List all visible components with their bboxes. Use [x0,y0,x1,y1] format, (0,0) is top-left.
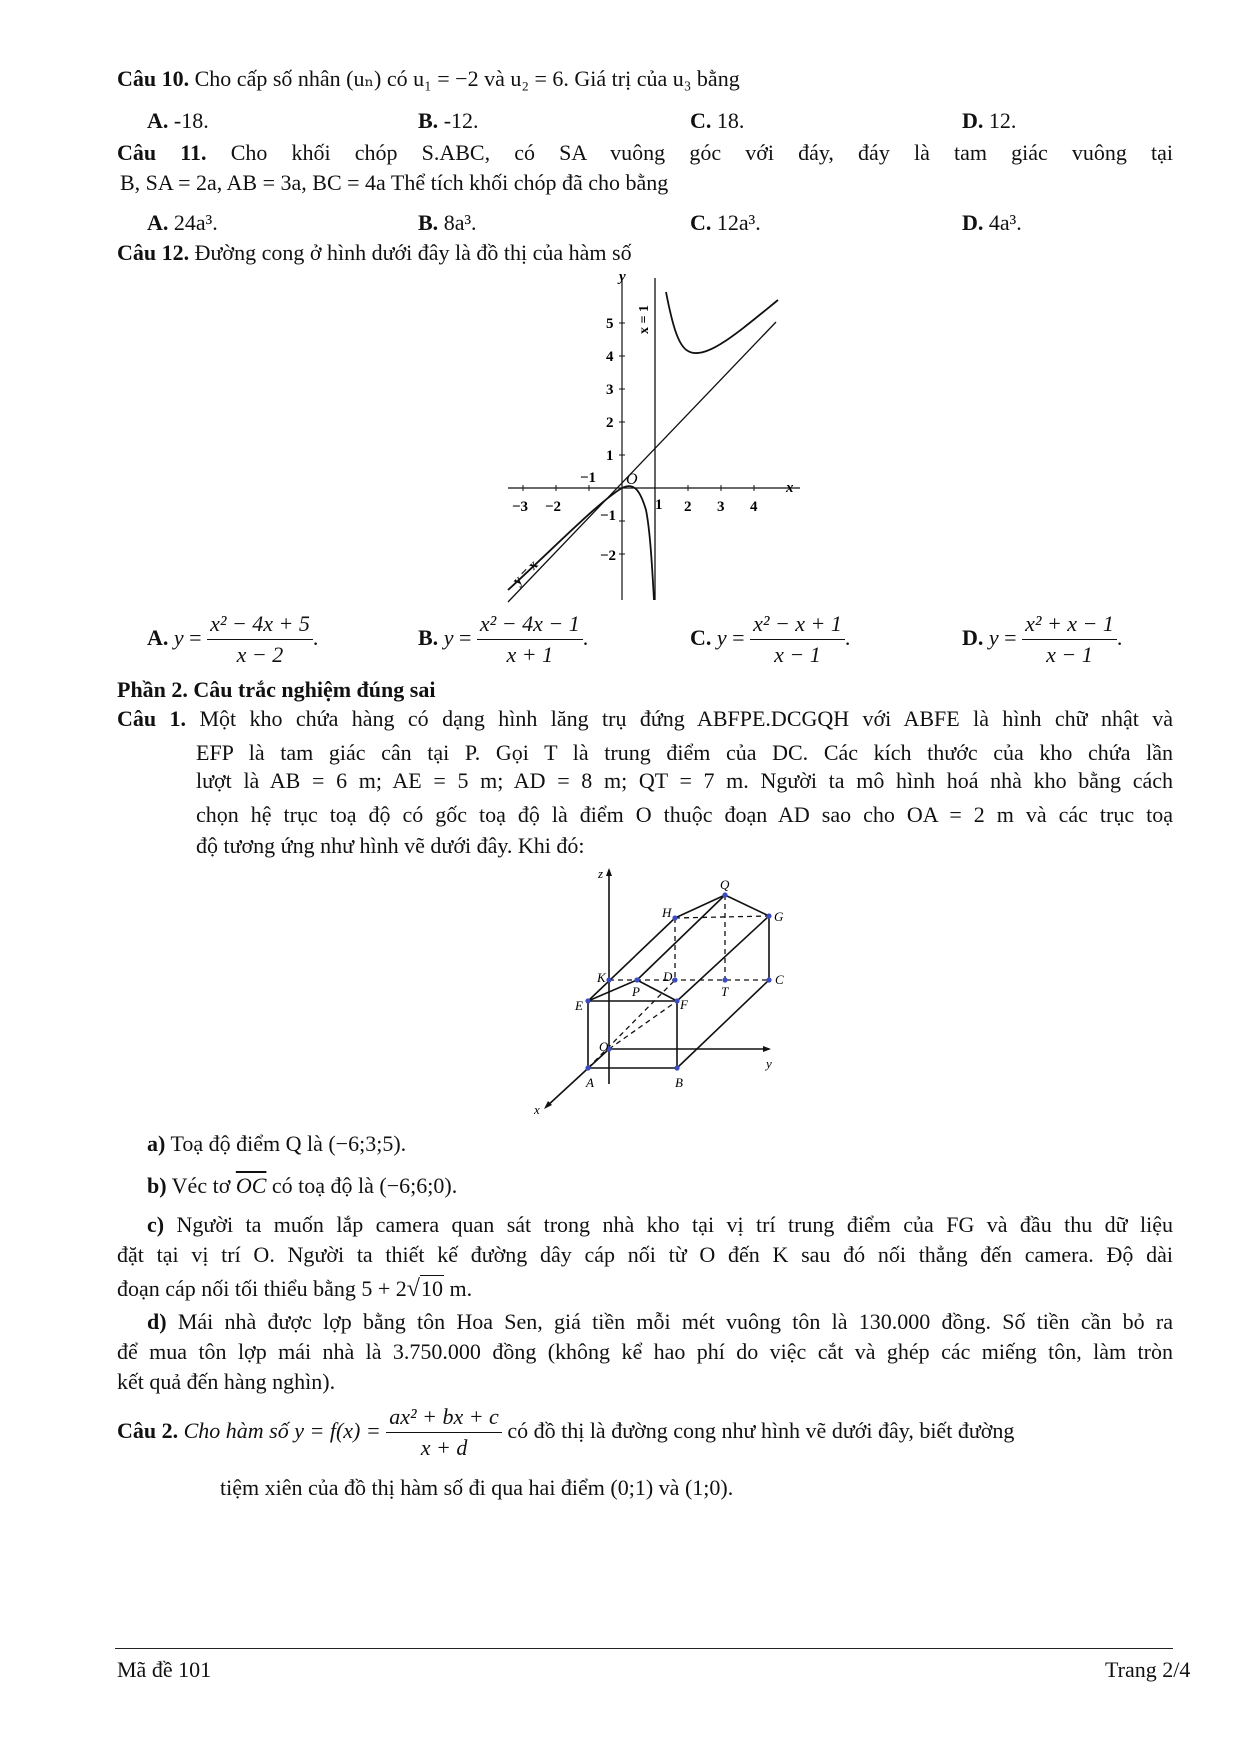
vector-oc: $\overline{OC}$ [235,1173,267,1198]
q11-option-d[interactable]: D. 4a³. [962,210,1022,235]
q10-option-d[interactable]: D. 12. [962,108,1017,133]
fig-label-z: z [598,866,604,881]
fig-label-D: D [663,969,673,984]
q12-ytick: 1 [606,448,614,464]
q12-ytick: 5 [606,316,614,332]
p2q1-statement-c-line2: đặt tại vị trí O. Người ta thiết kế đường dây cáp nối từ O đến K sau đó nối thẳng đến camera. Độ dài [117,1242,1173,1267]
q12-option-b[interactable]: B. y = $\frac{\text{x² − 4x − 1}}{x + 1}$ . [418,611,589,668]
p2q1-line2: EFP là tam giác cân tại P. Gọi T là trung điểm của DC. Các kích thước của kho chứa lần [196,740,1173,765]
q10-option-a[interactable]: A. -18. [147,108,209,133]
p2q2-stem-line2: tiệm xiên của đồ thị hàm số đi qua hai điểm (0;1) và (1;0). [220,1475,734,1500]
q11-label: Câu 11. [117,140,207,165]
q12-y-label: y [619,269,626,285]
footer-exam-code: Mã đề 101 [117,1657,212,1682]
p2q1-line5: độ tương ứng như hình vẽ dưới đây. Khi đó: [196,833,585,858]
part2-heading: Phần 2. Câu trắc nghiệm đúng sai [117,677,436,702]
q11-stem-line2: B, SA = 2a, AB = 3a, BC = 4a Thể tích khối chóp đã cho bằng [120,170,669,195]
q12-xtick: −3 [512,499,529,515]
q10-stem [117,66,740,92]
q12-ytick: 2 [606,415,614,431]
x-axis [546,1049,609,1107]
fig-label-O: O [599,1039,609,1054]
p2q1-statement-c-line1[interactable]: c) Người ta muốn lắp camera quan sát trong nhà kho tại vị trí trung điểm của FG và đầu thu dữ liệu [147,1212,1173,1237]
p2q2-label: Câu 2. [117,1417,179,1443]
p2q1-statement-d-line2: để mua tôn lợp mái nhà là 3.750.000 đồng (không kể hao phí do việc cắt và ghép các miếng tôn, làm tròn [117,1339,1173,1364]
fig-label-Q: Q [720,877,730,892]
q10-option-c[interactable]: C. 18. [690,108,745,133]
p2q1-statement-d-line3: kết quả đến hàng nghìn). [117,1369,336,1394]
fig-label-B: B [675,1075,683,1090]
q12-ytick: −2 [600,548,617,564]
footer-divider [115,1648,1173,1649]
q12-graph [500,268,810,603]
fig-label-K: K [597,970,606,985]
q11-stem-line1: Câu 11. Cho khối chóp S.ABC, có SA vuông góc với đáy, đáy là tam giác vuông tại [117,140,1173,165]
p2q2-stem-line1: Câu 2. Cho hàm số y = f(x) = $\frac{\text{ax² + bx + c}}{x + d}$ có đồ thị là đường cong như hình vẽ dưới đây, biết đường [117,1404,1015,1461]
warehouse-figure [525,862,815,1117]
q12-xtick: −2 [545,499,562,515]
q12-xtick: 3 [717,499,725,515]
q12-xtick: 2 [684,499,692,515]
fig-label-x: x [534,1102,540,1117]
q10-label: Câu 10. [117,66,190,91]
q12-ytick: −1 [600,508,617,524]
footer-page-number: Trang 2/4 [1105,1657,1191,1682]
fig-label-G: G [774,909,784,924]
p2q1-line1: Câu 1. Một kho chứa hàng có dạng hình lăng trụ đứng ABFPE.DCGQH với ABFE là hình chữ nhật và [117,706,1174,731]
q12-label: Câu 12. [117,240,190,265]
q10-text: Cho cấp số nhân (uₙ) có u₁ = −2 và u₂ = 6. Giá trị của u₃ bằng [194,66,740,91]
fig-label-y: y [766,1056,772,1071]
fig-label-T: T [721,984,729,999]
q12-option-a[interactable]: A. y = $\frac{\text{x² − 4x + 5}}{x - 2}$ . [147,611,319,668]
q12-neg-one-left: −1 [580,470,597,486]
q12-ytick: 3 [606,382,614,398]
p2q1-label: Câu 1. [117,706,187,731]
q12-option-c[interactable]: C. y = $\frac{\text{x² − x + 1}}{x - 1}$ . [690,611,851,668]
q12-xtick: 4 [750,499,758,515]
fig-label-E: E [575,998,583,1013]
p2q1-statement-a[interactable]: a) Toạ độ điểm Q là (−6;3;5). [147,1131,407,1156]
q12-xtick: 1 [655,497,663,513]
fig-label-A: A [586,1075,594,1090]
q12-option-d[interactable]: D. y = $\frac{\text{x² + x − 1}}{x - 1}$ . [962,611,1123,668]
fig-label-C: C [775,972,784,987]
q11-option-b[interactable]: B. 8a³. [418,210,477,235]
q12-oblique-asymptote-label: y = x [510,557,542,589]
q12-ytick: 4 [606,349,614,365]
fig-label-H: H [662,905,672,920]
fig-label-F: F [680,997,688,1012]
p2q1-line4: chọn hệ trục toạ độ có gốc toạ độ là điểm O thuộc đoạn AD sao cho OA = 2 m và các trục toạ [196,802,1173,827]
p2q1-statement-d-line1[interactable]: d) Mái nhà được lợp bằng tôn Hoa Sen, giá tiền mỗi mét vuông tôn là 130.000 đồng. Số tiền cần bỏ ra [147,1309,1174,1334]
q11-option-c[interactable]: C. 12a³. [690,210,761,235]
q12-curve-right [666,292,778,353]
q12-oblique-asymptote [508,322,776,602]
q12-vertical-asymptote-label: x = 1 [637,305,652,334]
p2q1-line3: lượt là AB = 6 m; AE = 5 m; AD = 8 m; QT = 7 m. Người ta mô hình hoá nhà kho bằng cách [196,768,1173,793]
q12-origin: O [626,471,638,488]
p2q1-statement-c-line3: đoạn cáp nối tối thiểu bằng 5 + 2√10 m. [117,1276,473,1302]
q12-x-label: x [786,480,794,496]
q11-option-a[interactable]: A. 24a³. [147,210,218,235]
fig-label-P: P [632,984,640,999]
p2q1-statement-b[interactable]: b) Véc tơ $\overline{OC}$ có toạ độ là (−6;6;0). [147,1173,458,1198]
q12-curve-left [508,486,654,600]
q12-stem: Câu 12. Đường cong ở hình dưới đây là đồ thị của hàm số [117,240,632,265]
q10-option-b[interactable]: B. -12. [418,108,479,133]
